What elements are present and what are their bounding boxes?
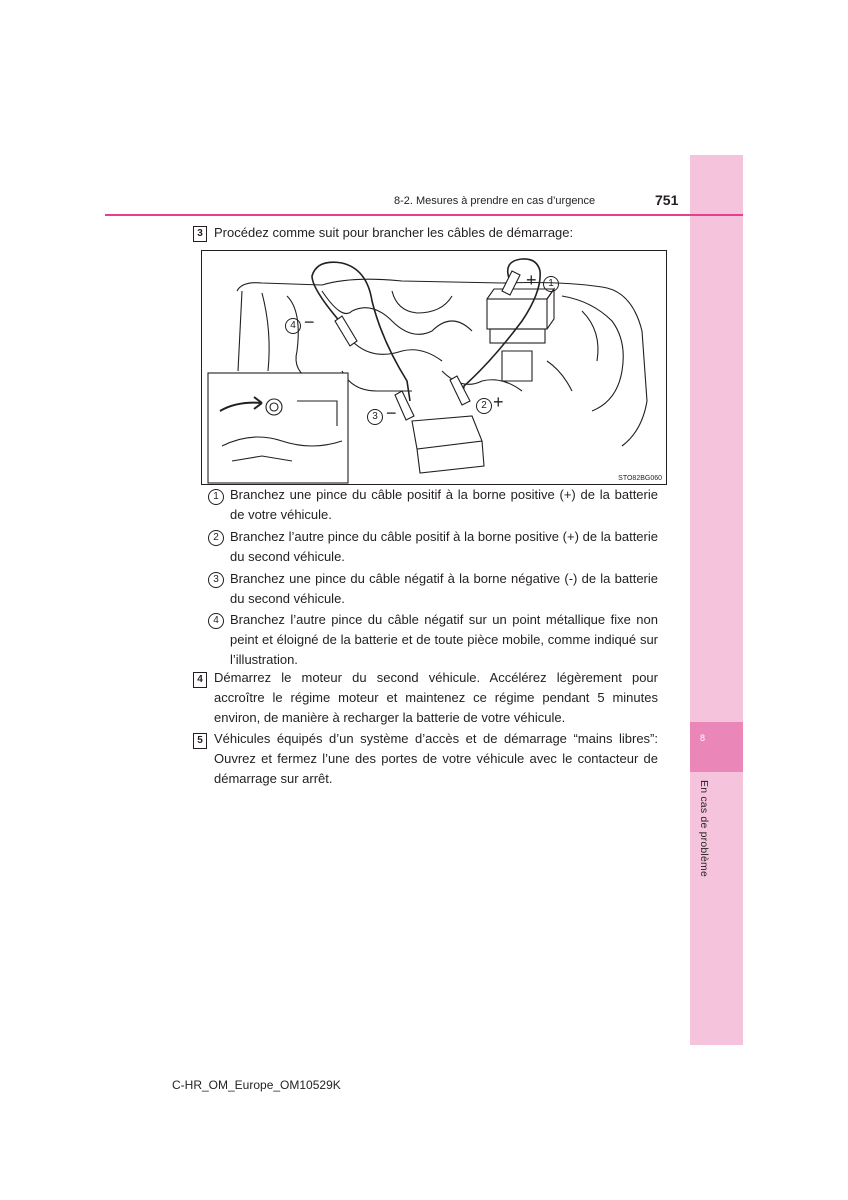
callout-4: 4 — [285, 318, 301, 334]
step-text: Procédez comme suit pour brancher les câbles de démarrage: — [214, 225, 574, 240]
figure-code: STO82BG060 — [618, 475, 662, 482]
section-title: 8-2. Mesures à prendre en cas d’urgence — [394, 195, 596, 207]
substep-4-text: Branchez l’autre pince du câble négatif sur un point métallique fixe non peint et éloigné de la batterie et de toute pièce mobile, comme indiqué sur l’illustration. — [230, 612, 658, 667]
plus-icon: + — [526, 270, 537, 290]
callout-3: 3 — [367, 409, 383, 425]
callout-1: 1 — [543, 276, 559, 292]
minus-icon: − — [304, 312, 315, 332]
step-number-box: 5 — [193, 733, 207, 749]
step-number-box: 3 — [193, 226, 207, 242]
chapter-side-tab — [690, 155, 743, 1045]
callout-2: 2 — [476, 398, 492, 414]
chapter-label: En cas de problème — [698, 780, 710, 877]
header-divider — [105, 214, 743, 216]
substep-3-text: Branchez une pince du câble négatif à la borne négative (-) de la batterie du second véhicule. — [230, 571, 658, 606]
minus-icon: − — [386, 403, 397, 423]
chapter-number: 8 — [700, 733, 706, 743]
page-number: 751 — [655, 192, 679, 208]
step-number-box: 4 — [193, 672, 207, 688]
step-text: Démarrez le moteur du second véhicule. Accélérez légèrement pour accroître le régime moteur et maintenez ce régime pendant 5 minutes environ, de manière à recharger la batterie de votre véhicule. — [214, 670, 658, 725]
substep-2-text: Branchez l’autre pince du câble positif à la borne positive (+) de la batterie du second véhicule. — [230, 529, 658, 564]
substep-1-number: 1 — [208, 489, 224, 505]
engine-bay-drawing — [202, 251, 666, 484]
document-code: C-HR_OM_Europe_OM10529K — [172, 1078, 341, 1092]
substep-3-number: 3 — [208, 572, 224, 588]
step-text: Véhicules équipés d’un système d’accès et de démarrage “mains libres”: Ouvrez et fermez l’une des portes de votre véhicule avec le contacteur de démarrage sur arrêt. — [214, 731, 658, 786]
substep-1-text: Branchez une pince du câble positif à la borne positive (+) de la batterie de votre véhicule. — [230, 487, 658, 522]
substep-2-number: 2 — [208, 530, 224, 546]
substep-4-number: 4 — [208, 613, 224, 629]
plus-icon: + — [493, 392, 504, 412]
jump-start-illustration — [201, 250, 667, 485]
chapter-side-tab-active[interactable] — [690, 722, 743, 772]
